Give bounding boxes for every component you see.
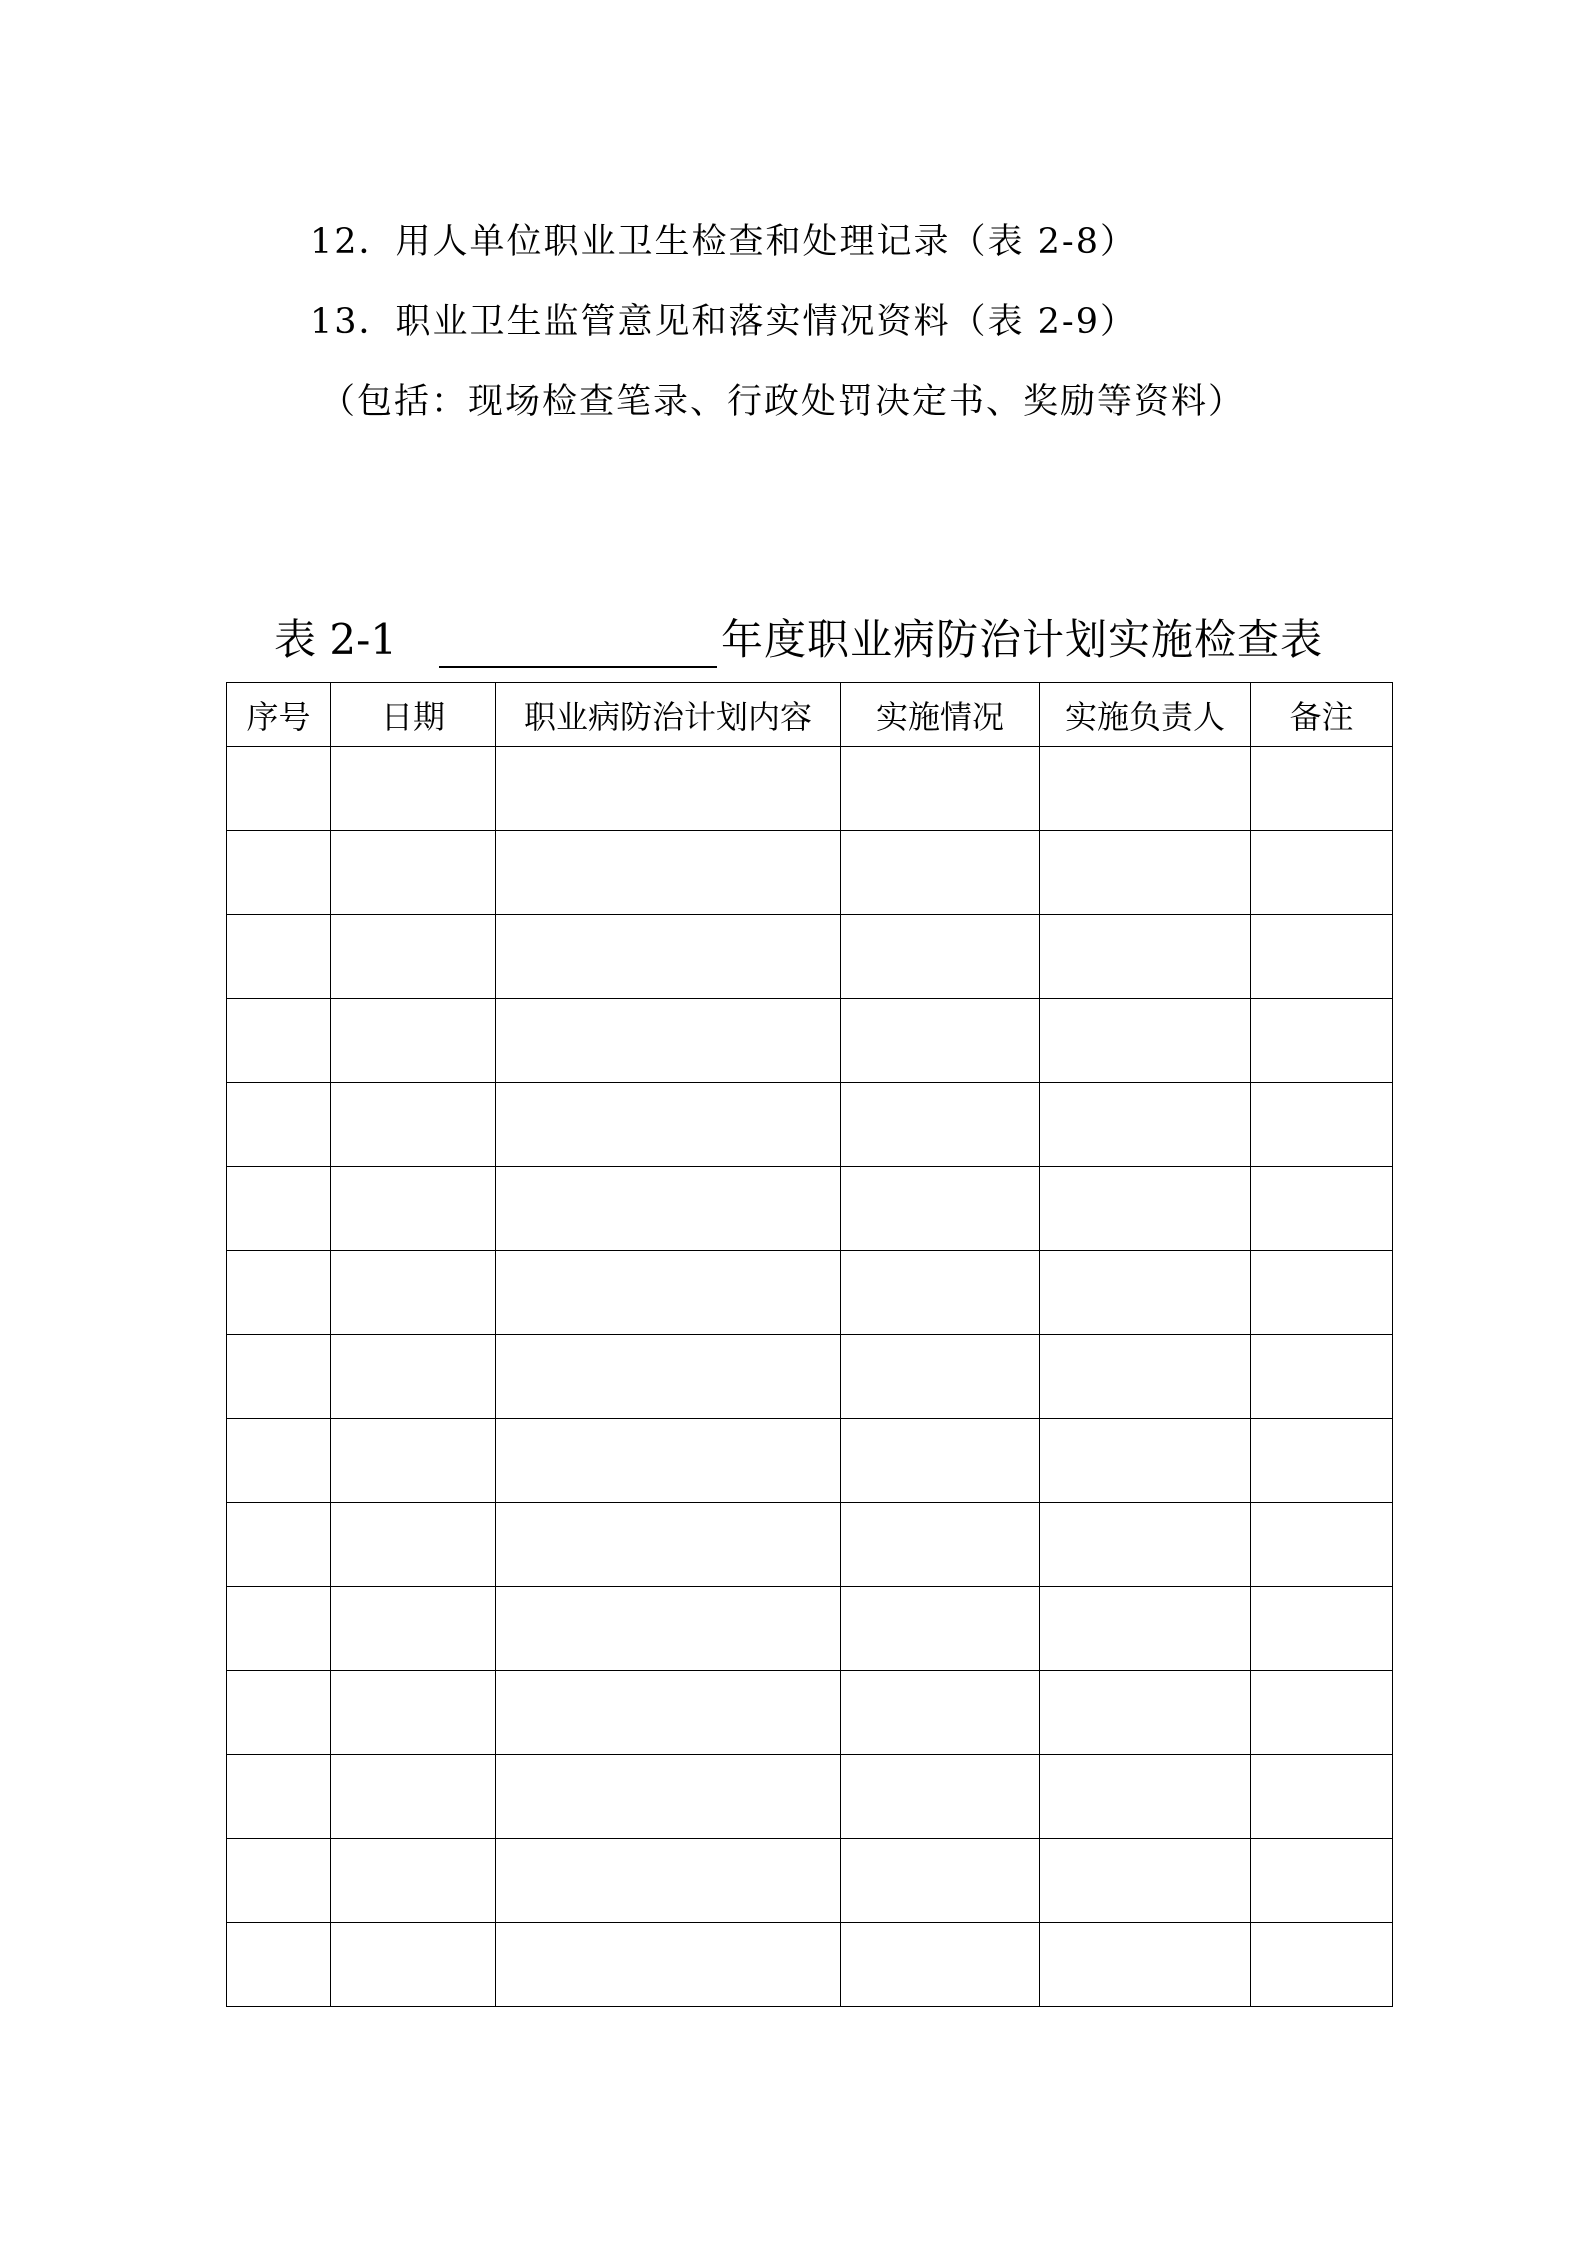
table-cell bbox=[841, 747, 1040, 831]
table-cell bbox=[841, 915, 1040, 999]
table-header-row bbox=[227, 683, 1393, 747]
table-cell bbox=[331, 1923, 496, 2007]
table-cell bbox=[227, 1251, 331, 1335]
table-cell bbox=[331, 1503, 496, 1587]
table-cell bbox=[227, 1839, 331, 1923]
table-cell bbox=[496, 999, 841, 1083]
table-cell bbox=[227, 999, 331, 1083]
table-cell bbox=[1040, 747, 1251, 831]
table-cell bbox=[1040, 915, 1251, 999]
table-cell bbox=[496, 1587, 841, 1671]
table-cell bbox=[496, 831, 841, 915]
table-cell bbox=[227, 1503, 331, 1587]
table-cell bbox=[496, 1251, 841, 1335]
table-cell bbox=[496, 1755, 841, 1839]
table-cell bbox=[1251, 831, 1393, 915]
header-implementation: 实施情况 bbox=[841, 683, 1040, 747]
table-cell bbox=[1040, 1419, 1251, 1503]
table-title-suffix: 年度职业病防治计划实施检查表 bbox=[721, 615, 1324, 664]
table-cell bbox=[1040, 1839, 1251, 1923]
table-title bbox=[274, 612, 1323, 668]
table-cell bbox=[227, 1671, 331, 1755]
table-cell bbox=[496, 1671, 841, 1755]
table-row bbox=[227, 1839, 1393, 1923]
table-cell bbox=[227, 747, 331, 831]
table-cell bbox=[1040, 1335, 1251, 1419]
table-cell bbox=[496, 1419, 841, 1503]
table-label: 表 2-1 bbox=[274, 615, 397, 664]
table-cell bbox=[1251, 1167, 1393, 1251]
header-date: 日期 bbox=[331, 683, 496, 747]
table-cell bbox=[496, 747, 841, 831]
table-cell bbox=[1251, 1083, 1393, 1167]
table-cell bbox=[496, 1503, 841, 1587]
table-cell bbox=[841, 831, 1040, 915]
table-cell bbox=[1251, 1839, 1393, 1923]
table-cell bbox=[841, 1503, 1040, 1587]
table-row bbox=[227, 1671, 1393, 1755]
table-cell bbox=[331, 1167, 496, 1251]
table-cell bbox=[1251, 1503, 1393, 1587]
table-cell bbox=[227, 1083, 331, 1167]
table-cell bbox=[841, 999, 1040, 1083]
table-cell bbox=[1251, 1923, 1393, 2007]
list-item-13: 13．职业卫生监管意见和落实情况资料（表 2-9） bbox=[310, 302, 1138, 342]
table-cell bbox=[841, 1755, 1040, 1839]
table-cell bbox=[841, 1083, 1040, 1167]
table-row bbox=[227, 1419, 1393, 1503]
table-cell bbox=[1040, 1755, 1251, 1839]
table-cell bbox=[841, 1251, 1040, 1335]
table-cell bbox=[1251, 1587, 1393, 1671]
table-cell bbox=[227, 1923, 331, 2007]
table-cell bbox=[1040, 831, 1251, 915]
table-cell bbox=[841, 1587, 1040, 1671]
table-cell bbox=[331, 1335, 496, 1419]
table-cell bbox=[227, 1419, 331, 1503]
table-cell bbox=[227, 915, 331, 999]
inspection-table bbox=[226, 682, 1393, 2007]
table-row bbox=[227, 1503, 1393, 1587]
table-cell bbox=[1040, 1083, 1251, 1167]
table-cell bbox=[1040, 1251, 1251, 1335]
table-row bbox=[227, 747, 1393, 831]
table-cell bbox=[331, 1083, 496, 1167]
table-cell bbox=[496, 1083, 841, 1167]
table-cell bbox=[331, 1671, 496, 1755]
table-cell bbox=[1251, 1335, 1393, 1419]
list-item-12: 12．用人单位职业卫生检查和处理记录（表 2-8） bbox=[310, 222, 1138, 262]
table-row bbox=[227, 1587, 1393, 1671]
table-cell bbox=[496, 1923, 841, 2007]
table-row bbox=[227, 1083, 1393, 1167]
table-cell bbox=[1251, 1251, 1393, 1335]
table-cell bbox=[841, 1671, 1040, 1755]
table-cell bbox=[331, 747, 496, 831]
table-cell bbox=[1251, 1671, 1393, 1755]
header-plan-content: 职业病防治计划内容 bbox=[496, 683, 841, 747]
table-cell bbox=[1040, 1503, 1251, 1587]
table-cell bbox=[331, 915, 496, 999]
table-cell bbox=[331, 999, 496, 1083]
table-cell bbox=[496, 1335, 841, 1419]
table-cell bbox=[841, 1335, 1040, 1419]
table-cell bbox=[496, 915, 841, 999]
table-row bbox=[227, 1335, 1393, 1419]
table-cell bbox=[1040, 1167, 1251, 1251]
table-cell bbox=[1251, 1755, 1393, 1839]
header-serial: 序号 bbox=[227, 683, 331, 747]
table-cell bbox=[1040, 1587, 1251, 1671]
table-cell bbox=[496, 1839, 841, 1923]
table-cell bbox=[1251, 915, 1393, 999]
table-row bbox=[227, 915, 1393, 999]
table-row bbox=[227, 1923, 1393, 2007]
list-note: （包括：现场检查笔录、行政处罚决定书、奖励等资料） bbox=[320, 382, 1246, 422]
table-row bbox=[227, 1755, 1393, 1839]
table-row bbox=[227, 1251, 1393, 1335]
table-cell bbox=[227, 1755, 331, 1839]
table-body bbox=[227, 747, 1393, 2007]
table-cell bbox=[841, 1839, 1040, 1923]
header-remarks: 备注 bbox=[1251, 683, 1393, 747]
table-cell bbox=[496, 1167, 841, 1251]
table-cell bbox=[1040, 1923, 1251, 2007]
year-blank bbox=[439, 622, 717, 668]
table-cell bbox=[1040, 1671, 1251, 1755]
table-cell bbox=[227, 1335, 331, 1419]
header-responsible-person: 实施负责人 bbox=[1040, 683, 1251, 747]
table-cell bbox=[1251, 1419, 1393, 1503]
table-cell bbox=[1251, 999, 1393, 1083]
table-cell bbox=[1251, 747, 1393, 831]
table-row bbox=[227, 831, 1393, 915]
table-row bbox=[227, 999, 1393, 1083]
table-cell bbox=[331, 1251, 496, 1335]
table-cell bbox=[1040, 999, 1251, 1083]
table-cell bbox=[227, 1587, 331, 1671]
table-cell bbox=[331, 1839, 496, 1923]
table-cell bbox=[331, 831, 496, 915]
table-cell bbox=[331, 1419, 496, 1503]
table-cell bbox=[227, 831, 331, 915]
table-cell bbox=[227, 1167, 331, 1251]
table-cell bbox=[331, 1755, 496, 1839]
table-cell bbox=[331, 1587, 496, 1671]
table-cell bbox=[841, 1167, 1040, 1251]
table-cell bbox=[841, 1419, 1040, 1503]
table-cell bbox=[841, 1923, 1040, 2007]
table-row bbox=[227, 1167, 1393, 1251]
